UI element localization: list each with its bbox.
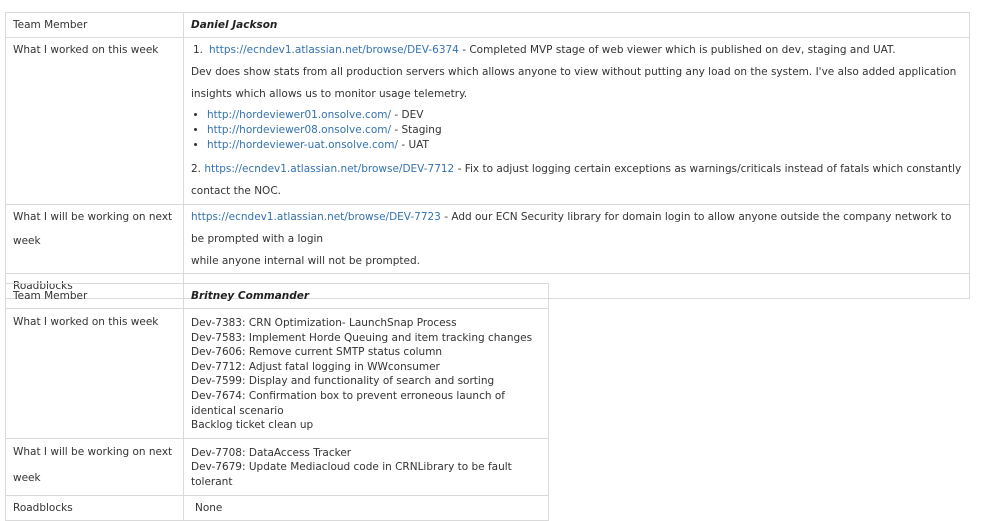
worked-on-row xyxy=(6,309,549,439)
list-item: Dev-7599: Display and functionality of search and sorting xyxy=(191,375,495,388)
roadblocks-label: Roadblocks xyxy=(6,274,184,299)
environment-link-list xyxy=(191,108,962,153)
environment-item-uat xyxy=(207,138,962,153)
environment-suffix-staging: - Staging xyxy=(391,124,442,136)
worked-on-label: What I worked on this week xyxy=(6,309,184,439)
next-week-content xyxy=(184,438,549,495)
worked-on-content xyxy=(184,309,549,439)
ticket-link-dev-6374[interactable]: https://ecndev1.atlassian.net/browse/DEV-6374 xyxy=(209,44,459,56)
team-member-label: Team Member xyxy=(6,284,184,309)
list-item: Dev-7674: Confirmation box to prevent erroneous launch of identical scenario xyxy=(191,389,505,417)
worked-item-1-number: 1. xyxy=(193,44,204,56)
next-week-label: What I will be working on next week xyxy=(6,205,184,274)
status-report-table-daniel xyxy=(5,12,970,299)
roadblocks-row xyxy=(6,495,549,520)
environment-link-dev[interactable]: http://hordeviewer01.onsolve.com/ xyxy=(207,109,392,121)
list-item: Dev-7708: DataAccess Tracker xyxy=(191,446,352,459)
status-report-table-britney xyxy=(5,283,549,521)
list-item: Dev-7606: Remove current SMTP status column xyxy=(191,346,443,359)
roadblocks-label: Roadblocks xyxy=(6,495,184,520)
next-week-line-1 xyxy=(191,206,962,250)
worked-item-2-text: - Fix to adjust logging certain exceptions as warnings/criticals instead of fatals which constantly contact the NOC. xyxy=(191,163,962,197)
next-week-label: What I will be working on next week xyxy=(6,438,184,495)
roadblocks-value: None xyxy=(184,495,549,520)
worked-item-1 xyxy=(191,39,962,61)
worked-paragraph-2: insights which allows us to monitor usage telemetry. xyxy=(191,88,468,100)
next-week-text-1: - Add our ECN Security library for domain login to allow anyone outside the company network to be prompted with a login xyxy=(191,211,952,245)
team-member-row xyxy=(6,284,549,309)
list-item: Dev-7583: Implement Horde Queuing and item tracking changes xyxy=(191,331,533,344)
next-week-row xyxy=(6,438,549,495)
next-week-text-2: while anyone internal will not be prompted. xyxy=(191,255,421,267)
list-item: Dev-7712: Adjust fatal logging in WWconsumer xyxy=(191,360,440,373)
list-item: Dev-7383: CRN Optimization- LaunchSnap Process xyxy=(191,317,457,329)
next-week-row xyxy=(6,205,970,274)
ticket-link-dev-7712[interactable]: https://ecndev1.atlassian.net/browse/DEV-7712 xyxy=(204,163,455,175)
worked-on-label: What I worked on this week xyxy=(6,38,184,205)
team-member-row xyxy=(6,13,970,38)
environment-suffix-dev: - DEV xyxy=(391,109,424,121)
team-member-name: Daniel Jackson xyxy=(184,13,970,38)
next-week-content xyxy=(184,205,970,274)
environment-link-uat[interactable]: http://hordeviewer-uat.onsolve.com/ xyxy=(207,139,398,151)
environment-item-staging xyxy=(207,123,962,138)
list-item: Backlog ticket clean up xyxy=(191,419,314,432)
environment-link-staging[interactable]: http://hordeviewer08.onsolve.com/ xyxy=(207,124,392,136)
team-member-label: Team Member xyxy=(6,13,184,38)
team-member-name: Britney Commander xyxy=(184,284,549,309)
worked-item-1-text: - Completed MVP stage of web viewer which is published on dev, staging and UAT. xyxy=(458,44,896,56)
environment-suffix-uat: - UAT xyxy=(397,139,429,151)
environment-item-dev xyxy=(207,108,962,123)
worked-item-2-number: 2. xyxy=(191,163,202,175)
worked-on-content xyxy=(184,38,970,205)
list-item: Dev-7679: Update Mediacloud code in CRNLibrary to be fault tolerant xyxy=(191,461,512,488)
worked-item-2 xyxy=(191,158,962,202)
worked-on-row xyxy=(6,38,970,205)
worked-paragraph-1: Dev does show stats from all production servers which allows anyone to view without putting any load on the system. I've also added application xyxy=(191,66,957,78)
ticket-link-dev-7723[interactable]: https://ecndev1.atlassian.net/browse/DEV-7723 xyxy=(191,211,441,223)
